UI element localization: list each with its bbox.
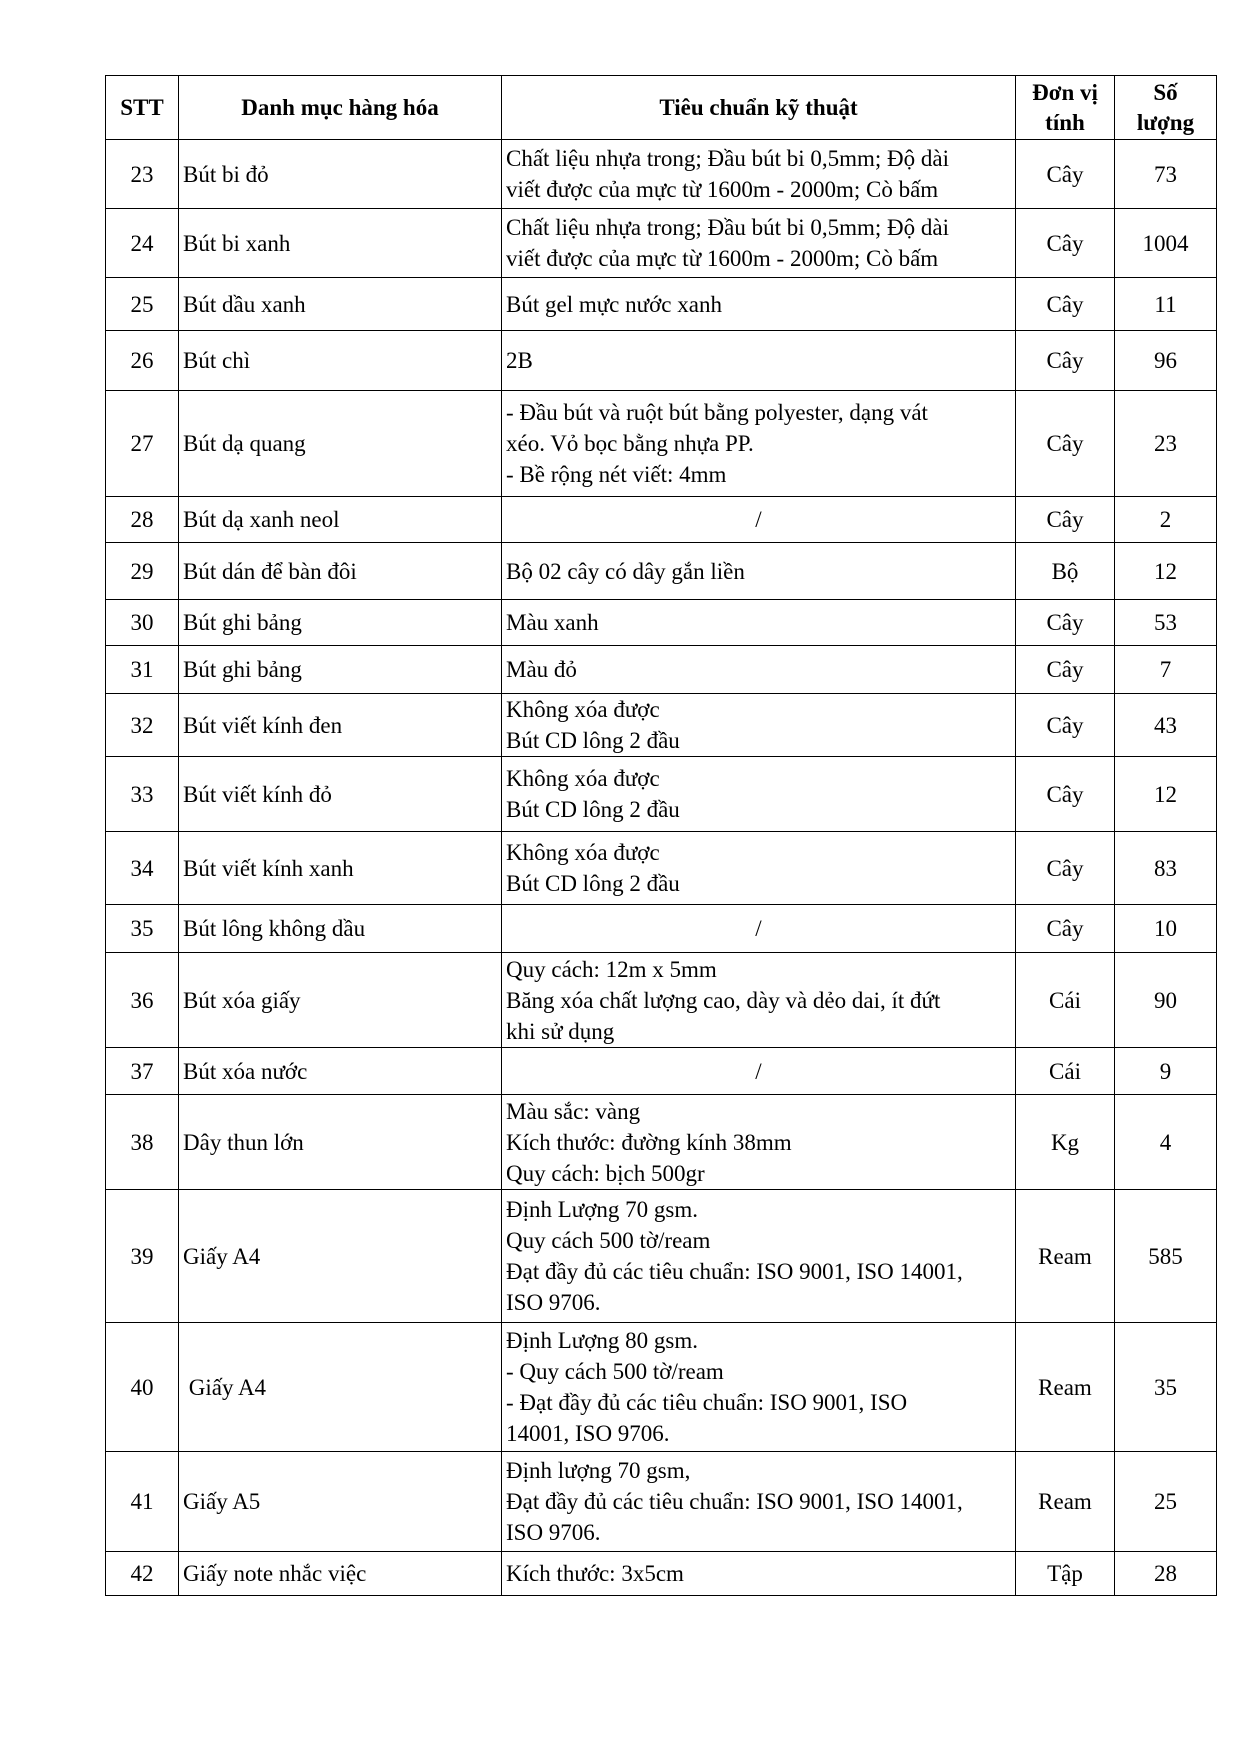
- row-name: Bút xóa giấy: [179, 953, 502, 1048]
- table-row: [106, 1452, 1217, 1552]
- table-row: [106, 905, 1217, 953]
- row-unit: Cây: [1016, 905, 1115, 953]
- row-qty: 2: [1115, 497, 1217, 543]
- row-name: Bút bi xanh: [179, 209, 502, 278]
- table-row: [106, 209, 1217, 278]
- table-row: [106, 600, 1217, 646]
- row-name: Bút ghi bảng: [179, 600, 502, 646]
- row-qty: 90: [1115, 953, 1217, 1048]
- table-row: [106, 497, 1217, 543]
- table-row: [106, 832, 1217, 905]
- row-name: Bút ghi bảng: [179, 646, 502, 694]
- row-spec: Bộ 02 cây có dây gắn liền: [502, 543, 1016, 600]
- row-unit: Ream: [1016, 1323, 1115, 1452]
- row-stt: 31: [106, 646, 179, 694]
- table-row: [106, 140, 1217, 209]
- goods-table: [105, 75, 1217, 1596]
- row-name: Bút dầu xanh: [179, 278, 502, 331]
- row-spec: Chất liệu nhựa trong; Đầu bút bi 0,5mm; Độ dài viết được của mực từ 1600m - 2000m; Cò bấm: [502, 140, 1016, 209]
- row-qty: 28: [1115, 1552, 1217, 1596]
- row-unit: Cây: [1016, 832, 1115, 905]
- row-unit: Cái: [1016, 1048, 1115, 1095]
- row-spec: Kích thước: 3x5cm: [502, 1552, 1016, 1596]
- row-spec: Định Lượng 70 gsm. Quy cách 500 tờ/ream Đạt đầy đủ các tiêu chuẩn: ISO 9001, ISO 14001, ISO 9706.: [502, 1190, 1016, 1323]
- row-qty: 1004: [1115, 209, 1217, 278]
- row-name: Bút dạ xanh neol: [179, 497, 502, 543]
- table-row: [106, 694, 1217, 757]
- row-stt: 23: [106, 140, 179, 209]
- table-row: [106, 543, 1217, 600]
- row-unit: Cây: [1016, 600, 1115, 646]
- table-row: [106, 757, 1217, 832]
- table-row: [106, 1190, 1217, 1323]
- row-qty: 4: [1115, 1095, 1217, 1190]
- row-unit: Cây: [1016, 757, 1115, 832]
- row-name: Bút dạ quang: [179, 391, 502, 497]
- row-spec: /: [502, 1048, 1016, 1095]
- row-stt: 35: [106, 905, 179, 953]
- row-stt: 40: [106, 1323, 179, 1452]
- header-row: [106, 76, 1217, 140]
- row-spec: Chất liệu nhựa trong; Đầu bút bi 0,5mm; Độ dài viết được của mực từ 1600m - 2000m; Cò bấm: [502, 209, 1016, 278]
- table-row: [106, 1048, 1217, 1095]
- row-unit: Cây: [1016, 278, 1115, 331]
- row-stt: 32: [106, 694, 179, 757]
- row-unit: Cây: [1016, 140, 1115, 209]
- row-name: Giấy note nhắc việc: [179, 1552, 502, 1596]
- row-unit: Cây: [1016, 497, 1115, 543]
- row-qty: 43: [1115, 694, 1217, 757]
- row-name: Bút bi đỏ: [179, 140, 502, 209]
- row-qty: 12: [1115, 543, 1217, 600]
- row-unit: Cây: [1016, 209, 1115, 278]
- table-row: [106, 278, 1217, 331]
- row-qty: 7: [1115, 646, 1217, 694]
- row-unit: Bộ: [1016, 543, 1115, 600]
- row-unit: Cây: [1016, 331, 1115, 391]
- row-unit: Cây: [1016, 391, 1115, 497]
- row-qty: 11: [1115, 278, 1217, 331]
- row-spec: Bút gel mực nước xanh: [502, 278, 1016, 331]
- row-unit: Tập: [1016, 1552, 1115, 1596]
- row-unit: Ream: [1016, 1190, 1115, 1323]
- row-stt: 30: [106, 600, 179, 646]
- row-stt: 36: [106, 953, 179, 1048]
- row-name: Bút xóa nước: [179, 1048, 502, 1095]
- row-stt: 29: [106, 543, 179, 600]
- row-qty: 96: [1115, 331, 1217, 391]
- header-unit: Đơn vị tính: [1016, 76, 1115, 140]
- row-spec: Màu sắc: vàng Kích thước: đường kính 38mm Quy cách: bịch 500gr: [502, 1095, 1016, 1190]
- row-name: Bút viết kính đen: [179, 694, 502, 757]
- row-stt: 41: [106, 1452, 179, 1552]
- header-name: Danh mục hàng hóa: [179, 76, 502, 140]
- row-spec: Màu xanh: [502, 600, 1016, 646]
- row-stt: 37: [106, 1048, 179, 1095]
- row-name: Giấy A4: [179, 1190, 502, 1323]
- row-stt: 34: [106, 832, 179, 905]
- row-spec: Quy cách: 12m x 5mm Băng xóa chất lượng cao, dày và dẻo dai, ít đứt khi sử dụng: [502, 953, 1016, 1048]
- row-stt: 38: [106, 1095, 179, 1190]
- row-spec: /: [502, 905, 1016, 953]
- row-qty: 53: [1115, 600, 1217, 646]
- row-qty: 12: [1115, 757, 1217, 832]
- row-spec: 2B: [502, 331, 1016, 391]
- row-name: Bút chì: [179, 331, 502, 391]
- table-row: [106, 1095, 1217, 1190]
- row-unit: Cây: [1016, 646, 1115, 694]
- row-stt: 42: [106, 1552, 179, 1596]
- row-stt: 28: [106, 497, 179, 543]
- row-name: Bút viết kính đỏ: [179, 757, 502, 832]
- row-stt: 26: [106, 331, 179, 391]
- row-spec: Không xóa được Bút CD lông 2 đầu: [502, 694, 1016, 757]
- row-name: Giấy A5: [179, 1452, 502, 1552]
- row-qty: 25: [1115, 1452, 1217, 1552]
- row-name: Bút dán để bàn đôi: [179, 543, 502, 600]
- row-spec: Định Lượng 80 gsm. - Quy cách 500 tờ/ream - Đạt đầy đủ các tiêu chuẩn: ISO 9001, ISO 14001, ISO 9706.: [502, 1323, 1016, 1452]
- row-unit: Cây: [1016, 694, 1115, 757]
- row-qty: 9: [1115, 1048, 1217, 1095]
- header-spec: Tiêu chuẩn kỹ thuật: [502, 76, 1016, 140]
- row-name: Giấy A4: [179, 1323, 502, 1452]
- table-row: [106, 953, 1217, 1048]
- row-qty: 83: [1115, 832, 1217, 905]
- header-stt: STT: [106, 76, 179, 140]
- row-name: Bút lông không dầu: [179, 905, 502, 953]
- row-spec: - Đầu bút và ruột bút bằng polyester, dạng vát xéo. Vỏ bọc bằng nhựa PP. - Bề rộng nét viết: 4mm: [502, 391, 1016, 497]
- table-row: [106, 331, 1217, 391]
- table-row: [106, 1552, 1217, 1596]
- row-unit: Cái: [1016, 953, 1115, 1048]
- row-stt: 27: [106, 391, 179, 497]
- row-qty: 23: [1115, 391, 1217, 497]
- row-unit: Ream: [1016, 1452, 1115, 1552]
- row-spec: Không xóa được Bút CD lông 2 đầu: [502, 832, 1016, 905]
- row-stt: 33: [106, 757, 179, 832]
- row-qty: 10: [1115, 905, 1217, 953]
- row-unit: Kg: [1016, 1095, 1115, 1190]
- row-stt: 25: [106, 278, 179, 331]
- row-spec: Không xóa được Bút CD lông 2 đầu: [502, 757, 1016, 832]
- row-spec: Định lượng 70 gsm, Đạt đầy đủ các tiêu chuẩn: ISO 9001, ISO 14001, ISO 9706.: [502, 1452, 1016, 1552]
- row-spec: Màu đỏ: [502, 646, 1016, 694]
- row-qty: 73: [1115, 140, 1217, 209]
- row-qty: 585: [1115, 1190, 1217, 1323]
- row-name: Dây thun lớn: [179, 1095, 502, 1190]
- row-stt: 39: [106, 1190, 179, 1323]
- row-qty: 35: [1115, 1323, 1217, 1452]
- header-qty: Số lượng: [1115, 76, 1217, 140]
- row-name: Bút viết kính xanh: [179, 832, 502, 905]
- row-spec: /: [502, 497, 1016, 543]
- table-row: [106, 391, 1217, 497]
- table-row: [106, 646, 1217, 694]
- row-stt: 24: [106, 209, 179, 278]
- table-row: [106, 1323, 1217, 1452]
